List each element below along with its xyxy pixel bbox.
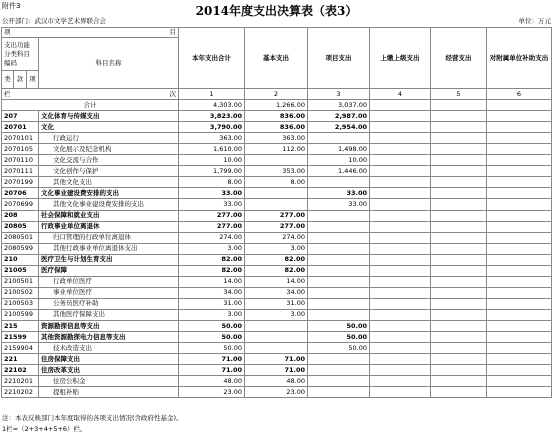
row-subject-name: 文化体育与传媒支出 — [39, 111, 179, 122]
row-code: 20805 — [2, 221, 39, 232]
row-code: 2070105 — [2, 144, 39, 155]
row-col6 — [487, 111, 552, 122]
row-subject-name: 其他医疗保障支出 — [39, 309, 179, 320]
row-col2: 836.00 — [245, 122, 308, 133]
row-col3: 1,446.00 — [308, 166, 370, 177]
row-subject-name: 技术改造支出 — [39, 343, 179, 354]
row-col5 — [431, 298, 487, 309]
footnote-2: 1栏=（2+3+4+5+6）栏。 — [2, 425, 87, 433]
row-col2 — [245, 199, 308, 210]
row-col4 — [370, 320, 431, 331]
row-col2: 112.00 — [245, 144, 308, 155]
table-row — [2, 287, 552, 298]
col4-header: 上缴上级支出 — [370, 28, 431, 89]
row-col4 — [370, 254, 431, 265]
row-subject-name: 住房保障支出 — [39, 354, 179, 365]
row-col4 — [370, 111, 431, 122]
row-col4 — [370, 166, 431, 177]
row-col1: 277.00 — [179, 221, 245, 232]
row-col1: 1,799.00 — [179, 166, 245, 177]
total-col6 — [487, 100, 552, 111]
item-header-cell — [2, 28, 179, 38]
row-col6 — [487, 354, 552, 365]
row-col2 — [245, 343, 308, 354]
row-col6 — [487, 122, 552, 133]
row-col5 — [431, 243, 487, 254]
page-title: 2014年度支出决算表（表3） — [195, 4, 358, 18]
row-col3 — [308, 243, 370, 254]
row-col2: 71.00 — [245, 354, 308, 365]
table-row — [2, 232, 552, 243]
row-col3 — [308, 376, 370, 387]
row-col4 — [370, 276, 431, 287]
row-col5 — [431, 254, 487, 265]
row-col2: 82.00 — [245, 265, 308, 276]
row-subject-name: 行政单位医疗 — [39, 276, 179, 287]
row-col4 — [370, 221, 431, 232]
table-row — [2, 343, 552, 354]
table-row — [2, 210, 552, 221]
table-row — [2, 188, 552, 199]
row-code: 215 — [2, 320, 39, 331]
row-col3 — [308, 276, 370, 287]
row-col3 — [308, 354, 370, 365]
total-label: 合计 — [2, 100, 179, 111]
row-code: 2100599 — [2, 309, 39, 320]
row-col1: 50.00 — [179, 320, 245, 331]
department-label: 公开部门：武汉市文学艺术界联合会 — [2, 17, 106, 25]
col1-header: 本年支出合计 — [179, 28, 245, 89]
row-subject-name: 归口管理的行政单位离退休 — [39, 232, 179, 243]
func-code-header: 支出功能分类科目编码 — [2, 38, 39, 71]
row-col5 — [431, 265, 487, 276]
row-col6 — [487, 133, 552, 144]
row-col3 — [308, 298, 370, 309]
row-col6 — [487, 232, 552, 243]
row-col3 — [308, 232, 370, 243]
row-col5 — [431, 199, 487, 210]
row-col1: 363.00 — [179, 133, 245, 144]
row-col6 — [487, 166, 552, 177]
row-col3: 2,954.00 — [308, 122, 370, 133]
unit-line — [2, 16, 551, 26]
row-col3 — [308, 265, 370, 276]
row-col6 — [487, 309, 552, 320]
lan-ci-cell — [2, 89, 179, 100]
row-col5 — [431, 376, 487, 387]
row-col2: 277.00 — [245, 221, 308, 232]
table-row — [2, 133, 552, 144]
row-col1: 82.00 — [179, 254, 245, 265]
row-col5 — [431, 343, 487, 354]
col6-header: 对附属单位补助支出 — [487, 28, 552, 89]
row-col6 — [487, 298, 552, 309]
lan-label: 栏 — [4, 89, 11, 98]
row-col1: 31.00 — [179, 298, 245, 309]
row-col3: 2,987.00 — [308, 111, 370, 122]
row-code: 2210202 — [2, 387, 39, 398]
row-col2: 34.00 — [245, 287, 308, 298]
row-col3 — [308, 254, 370, 265]
row-col2 — [245, 188, 308, 199]
table-row — [2, 144, 552, 155]
row-col6 — [487, 287, 552, 298]
row-col3 — [308, 133, 370, 144]
row-col6 — [487, 343, 552, 354]
table-row — [2, 155, 552, 166]
row-col1: 34.00 — [179, 287, 245, 298]
row-subject-name: 资源勘探信息等支出 — [39, 320, 179, 331]
row-col5 — [431, 287, 487, 298]
row-col2: 8.00 — [245, 177, 308, 188]
row-col1: 10.00 — [179, 155, 245, 166]
row-col6 — [487, 144, 552, 155]
table-row — [2, 298, 552, 309]
row-col3 — [308, 221, 370, 232]
row-col2 — [245, 155, 308, 166]
row-code: 2080599 — [2, 243, 39, 254]
row-col3 — [308, 365, 370, 376]
row-subject-name: 文化展示及纪念机构 — [39, 144, 179, 155]
row-col5 — [431, 232, 487, 243]
row-col5 — [431, 166, 487, 177]
col3-header: 项目支出 — [308, 28, 370, 89]
row-col5 — [431, 111, 487, 122]
row-code: 2080501 — [2, 232, 39, 243]
row-col1: 8.00 — [179, 177, 245, 188]
total-col4 — [370, 100, 431, 111]
row-col3 — [308, 309, 370, 320]
row-col3: 10.00 — [308, 155, 370, 166]
col2-header: 基本支出 — [245, 28, 308, 89]
row-col4 — [370, 199, 431, 210]
row-col2 — [245, 332, 308, 343]
row-code: 2070699 — [2, 199, 39, 210]
unit-label: 单位：万元 — [518, 17, 551, 25]
row-subject-name: 提租补贴 — [39, 387, 179, 398]
row-col5 — [431, 332, 487, 343]
row-col6 — [487, 155, 552, 166]
row-col1: 1,610.00 — [179, 144, 245, 155]
row-col1: 23.00 — [179, 387, 245, 398]
row-col6 — [487, 365, 552, 376]
row-col5 — [431, 387, 487, 398]
row-col1: 48.00 — [179, 376, 245, 387]
row-col2: 82.00 — [245, 254, 308, 265]
row-code: 2100502 — [2, 287, 39, 298]
row-col4 — [370, 232, 431, 243]
row-col5 — [431, 144, 487, 155]
row-col3: 33.00 — [308, 199, 370, 210]
row-col6 — [487, 265, 552, 276]
row-col6 — [487, 199, 552, 210]
row-code: 2070101 — [2, 133, 39, 144]
row-code: 2210201 — [2, 376, 39, 387]
row-col5 — [431, 276, 487, 287]
table-row — [2, 221, 552, 232]
row-subject-name: 医疗保障 — [39, 265, 179, 276]
row-code: 221 — [2, 354, 39, 365]
table-row — [2, 365, 552, 376]
row-col5 — [431, 354, 487, 365]
table-row — [2, 276, 552, 287]
col-number-3: 3 — [308, 89, 370, 100]
col-number-5: 5 — [431, 89, 487, 100]
row-col4 — [370, 210, 431, 221]
row-col3: 50.00 — [308, 320, 370, 331]
row-subject-name: 文化交流与合作 — [39, 155, 179, 166]
row-col6 — [487, 177, 552, 188]
table-row — [2, 177, 552, 188]
xiang-header: 项 — [27, 71, 39, 89]
row-col1: 3.00 — [179, 309, 245, 320]
lei-header: 类 — [2, 71, 14, 89]
table-row — [2, 199, 552, 210]
row-col4 — [370, 122, 431, 133]
row-col2: 836.00 — [245, 111, 308, 122]
row-subject-name: 其他文化事业建设费安排的支出 — [39, 199, 179, 210]
row-code: 208 — [2, 210, 39, 221]
row-col4 — [370, 365, 431, 376]
row-col6 — [487, 376, 552, 387]
row-subject-name: 文化创作与保护 — [39, 166, 179, 177]
row-col1: 14.00 — [179, 276, 245, 287]
row-code: 20706 — [2, 188, 39, 199]
row-col3 — [308, 387, 370, 398]
table-row — [2, 354, 552, 365]
row-col4 — [370, 265, 431, 276]
row-col4 — [370, 343, 431, 354]
row-col5 — [431, 365, 487, 376]
row-col2: 14.00 — [245, 276, 308, 287]
row-col5 — [431, 210, 487, 221]
ci-label: 次 — [169, 89, 176, 98]
row-col4 — [370, 133, 431, 144]
row-col4 — [370, 155, 431, 166]
row-col5 — [431, 221, 487, 232]
row-col4 — [370, 177, 431, 188]
row-code: 210 — [2, 254, 39, 265]
row-subject-name: 公务员医疗补助 — [39, 298, 179, 309]
row-col4 — [370, 309, 431, 320]
total-col5 — [431, 100, 487, 111]
row-subject-name: 文化事业建设费安排的支出 — [39, 188, 179, 199]
row-subject-name: 社会保障和就业支出 — [39, 210, 179, 221]
row-col2: 71.00 — [245, 365, 308, 376]
row-col6 — [487, 276, 552, 287]
table-row — [2, 376, 552, 387]
row-col6 — [487, 387, 552, 398]
row-col2: 353.00 — [245, 166, 308, 177]
row-col6 — [487, 254, 552, 265]
row-subject-name: 行政运行 — [39, 133, 179, 144]
row-col2: 277.00 — [245, 210, 308, 221]
row-col4 — [370, 287, 431, 298]
row-col1: 3,823.00 — [179, 111, 245, 122]
row-code: 2070110 — [2, 155, 39, 166]
row-code: 2159904 — [2, 343, 39, 354]
row-col2: 363.00 — [245, 133, 308, 144]
row-col4 — [370, 354, 431, 365]
row-col2: 31.00 — [245, 298, 308, 309]
row-code: 2070199 — [2, 177, 39, 188]
row-col3 — [308, 287, 370, 298]
row-col5 — [431, 155, 487, 166]
total-col1: 4,303.00 — [179, 100, 245, 111]
row-col6 — [487, 221, 552, 232]
row-col5 — [431, 309, 487, 320]
row-code: 2100503 — [2, 298, 39, 309]
row-col5 — [431, 122, 487, 133]
row-code: 207 — [2, 111, 39, 122]
row-subject-name: 文化 — [39, 122, 179, 133]
header-row-1 — [2, 28, 552, 38]
row-col3 — [308, 177, 370, 188]
row-col3: 1,498.00 — [308, 144, 370, 155]
attachment-label: 附件3 — [2, 2, 21, 10]
row-col1: 277.00 — [179, 210, 245, 221]
expenditure-table — [1, 27, 552, 398]
row-col3: 33.00 — [308, 188, 370, 199]
row-col2: 3.00 — [245, 309, 308, 320]
footnote-1: 注：本表反映部门本年度取得的各项支出情况(含政府性基金)。 — [2, 414, 183, 422]
row-col6 — [487, 320, 552, 331]
row-col6 — [487, 243, 552, 254]
row-code: 2100501 — [2, 276, 39, 287]
row-col4 — [370, 188, 431, 199]
kuan-header: 款 — [14, 71, 27, 89]
row-col3: 50.00 — [308, 332, 370, 343]
row-col1: 3,790.00 — [179, 122, 245, 133]
item-label: 项 — [4, 28, 11, 36]
row-col1: 71.00 — [179, 365, 245, 376]
row-subject-name: 医疗卫生与计划生育支出 — [39, 254, 179, 265]
table-row — [2, 122, 552, 133]
col-number-2: 2 — [245, 89, 308, 100]
subject-name-header: 科目名称 — [39, 38, 179, 89]
row-col2: 3.00 — [245, 243, 308, 254]
col-number-4: 4 — [370, 89, 431, 100]
row-subject-name: 住房改革支出 — [39, 365, 179, 376]
table-row — [2, 254, 552, 265]
row-col5 — [431, 320, 487, 331]
table-row — [2, 309, 552, 320]
row-subject-name: 其他资源勘探电力信息等支出 — [39, 332, 179, 343]
row-col4 — [370, 243, 431, 254]
row-col6 — [487, 188, 552, 199]
col5-header: 经营支出 — [431, 28, 487, 89]
row-col1: 33.00 — [179, 188, 245, 199]
row-col4 — [370, 298, 431, 309]
total-col3: 3,037.00 — [308, 100, 370, 111]
row-code: 2070111 — [2, 166, 39, 177]
table-row — [2, 166, 552, 177]
row-col4 — [370, 332, 431, 343]
row-col4 — [370, 387, 431, 398]
table-row — [2, 320, 552, 331]
column-number-row — [2, 89, 552, 100]
row-code: 20701 — [2, 122, 39, 133]
row-col4 — [370, 144, 431, 155]
total-col2: 1,266.00 — [245, 100, 308, 111]
row-code: 21599 — [2, 332, 39, 343]
table-row — [2, 387, 552, 398]
row-col3: 50.00 — [308, 343, 370, 354]
row-subject-name: 事业单位医疗 — [39, 287, 179, 298]
row-col3 — [308, 210, 370, 221]
row-col1: 82.00 — [179, 265, 245, 276]
row-subject-name: 住房公积金 — [39, 376, 179, 387]
row-col6 — [487, 332, 552, 343]
row-col1: 3.00 — [179, 243, 245, 254]
row-col1: 50.00 — [179, 332, 245, 343]
row-col2: 274.00 — [245, 232, 308, 243]
row-col5 — [431, 188, 487, 199]
row-code: 22102 — [2, 365, 39, 376]
table-row — [2, 243, 552, 254]
row-col5 — [431, 133, 487, 144]
row-col2: 23.00 — [245, 387, 308, 398]
row-col2 — [245, 320, 308, 331]
row-col1: 274.00 — [179, 232, 245, 243]
total-row — [2, 100, 552, 111]
row-col1: 33.00 — [179, 199, 245, 210]
col-number-1: 1 — [179, 89, 245, 100]
row-subject-name: 其他文化支出 — [39, 177, 179, 188]
item-right-label: 目 — [169, 28, 176, 36]
row-col1: 71.00 — [179, 354, 245, 365]
table-row — [2, 332, 552, 343]
row-subject-name: 行政事业单位离退休 — [39, 221, 179, 232]
row-col1: 50.00 — [179, 343, 245, 354]
table-row — [2, 265, 552, 276]
row-subject-name: 其他行政事业单位离退休支出 — [39, 243, 179, 254]
row-col2: 48.00 — [245, 376, 308, 387]
row-col5 — [431, 177, 487, 188]
row-col4 — [370, 376, 431, 387]
row-col6 — [487, 210, 552, 221]
table-row — [2, 111, 552, 122]
col-number-6: 6 — [487, 89, 552, 100]
row-code: 21005 — [2, 265, 39, 276]
